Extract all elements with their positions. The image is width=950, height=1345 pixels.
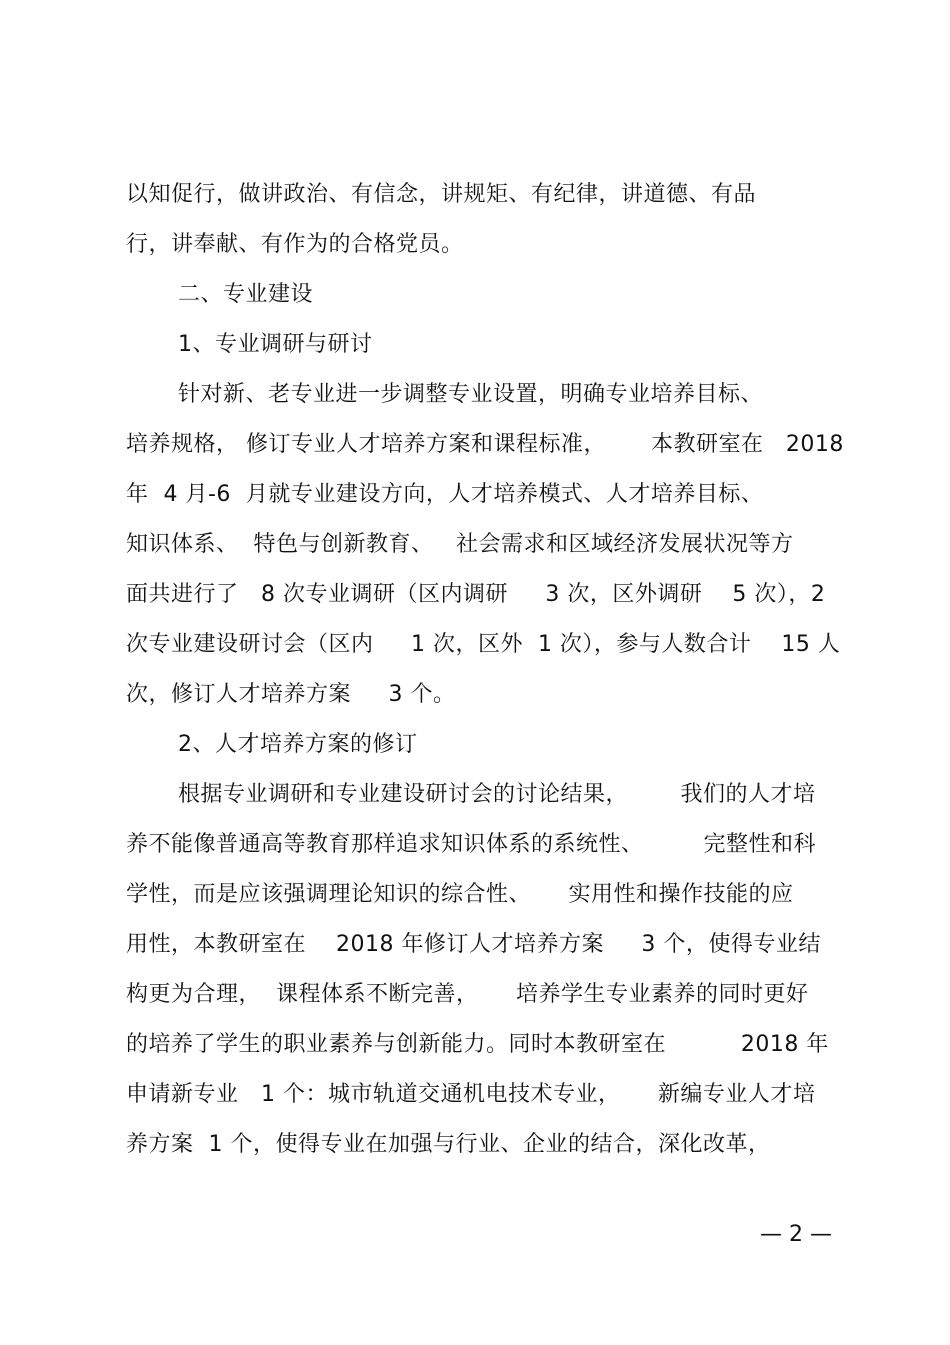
paragraph-line: 行，讲奉献、有作为的合格党员。: [126, 232, 464, 257]
paragraph-line: 面共进行了 8 次专业调研（区内调研 3 次，区外调研 5 次），2: [126, 582, 826, 607]
section-heading: 二、专业建设: [178, 282, 314, 307]
paragraph-line: 以知促行，做讲政治、有信念，讲规矩、有纪律，讲道德、有品: [126, 182, 757, 207]
page-number: — 2 —: [760, 1222, 832, 1247]
paragraph-line: 养不能像普通高等教育那样追求知识体系的系统性、 完整性和科: [126, 832, 816, 857]
paragraph-line: 的培养了学生的职业素养与创新能力。同时本教研室在 2018 年: [126, 1032, 829, 1057]
paragraph-line: 学性，而是应该强调理论知识的综合性、 实用性和操作技能的应: [126, 882, 794, 907]
paragraph-line: 次，修订人才培养方案 3 个。: [126, 682, 456, 707]
paragraph-line: 申请新专业 1 个：城市轨道交通机电技术专业， 新编专业人才培: [126, 1082, 816, 1107]
paragraph-line: 培养规格， 修订专业人才培养方案和课程标准， 本教研室在 2018: [126, 432, 844, 457]
paragraph-line: 年 4 月-6 月就专业建设方向，人才培养模式、人才培养目标、: [126, 482, 764, 507]
paragraph-line: 用性，本教研室在 2018 年修订人才培养方案 3 个，使得专业结: [126, 932, 821, 957]
paragraph-line: 根据专业调研和专业建设研讨会的讨论结果， 我们的人才培: [178, 782, 816, 807]
paragraph-line: 知识体系、 特色与创新教育、 社会需求和区域经济发展状况等方: [126, 532, 794, 557]
paragraph-line: 针对新、老专业进一步调整专业设置，明确专业培养目标、: [178, 382, 764, 407]
subsection-heading: 1、专业调研与研讨: [178, 332, 373, 357]
paragraph-line: 次专业建设研讨会（区内 1 次，区外 1 次），参与人数合计 15 人: [126, 632, 841, 657]
paragraph-line: 构更为合理， 课程体系不断完善， 培养学生专业素养的同时更好: [126, 982, 809, 1007]
paragraph-line: 养方案 1 个，使得专业在加强与行业、企业的结合，深化改革，: [126, 1132, 771, 1157]
subsection-heading: 2、人才培养方案的修订: [178, 732, 418, 757]
